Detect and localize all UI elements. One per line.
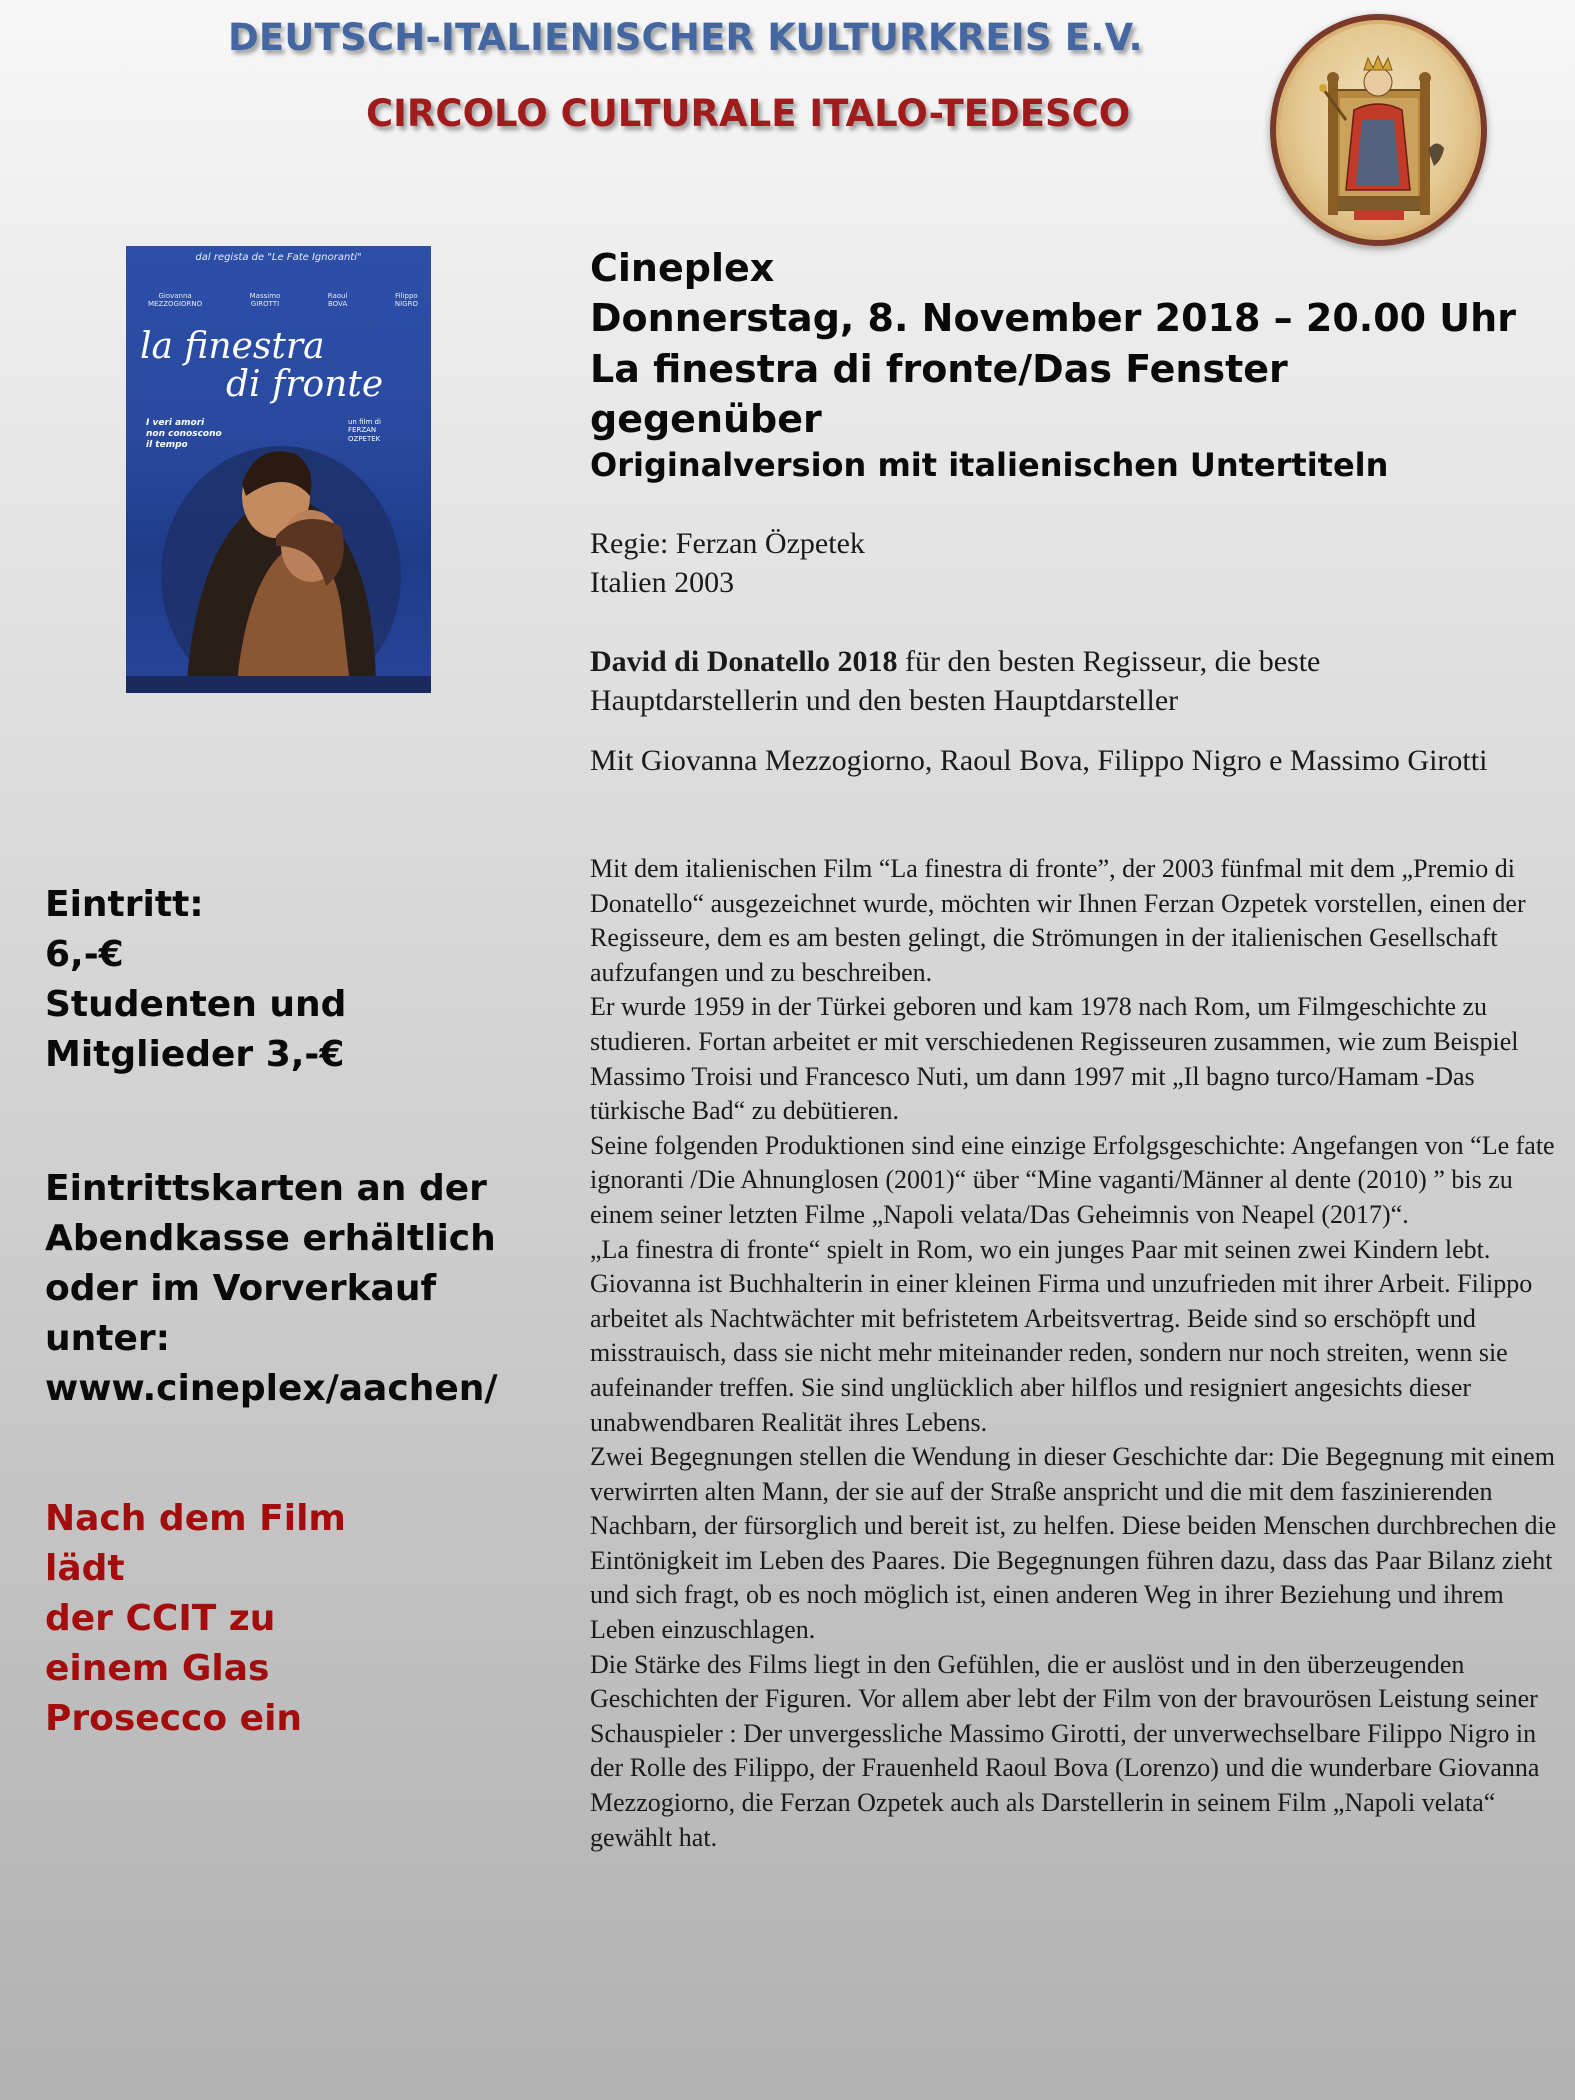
- film-credits: [590, 524, 865, 602]
- event-datetime: Donnerstag, 8. November 2018 – 20.00 Uhr: [590, 296, 1516, 340]
- poster-cast-member: Giovanna MEZZOGIORNO: [148, 292, 203, 309]
- poster-cast-member: Massimo GIROTTI: [249, 292, 281, 309]
- description-paragraph: Zwei Begegnungen stellen die Wendung in dieser Geschichte dar: Die Begegnung mit einem verwirrten alten Mann, der sie auf der Straße anspricht und die mit dem faszinierenden Nachbarn, der fürsorglich und bereit ist, zu helfen. Diese beiden Menschen durchbrechen die Eintönigkeit im Leben des Paares. Die Begegnungen führen dazu, dass das Paar Bilanz zieht und sich fragt, ob es noch möglich ist, einen anderen Weg in ihrer Beziehung und ihrem Leben einzuschlagen.: [590, 1442, 1557, 1645]
- org-title-italian: CIRCOLO CULTURALE ITALO-TEDESCO: [366, 92, 1131, 135]
- event-venue: Cineplex: [590, 246, 775, 290]
- description-paragraph: Die Stärke des Films liegt in den Gefühlen, die er auslöst und in den überzeugenden Geschichten der Figuren. Vor allem aber lebt der Film von der bravourösen Leistung seiner Schauspieler : Der unvergessliche Massimo Girotti, der unverwechselbare Filippo Nigro in der Rolle des Filippo, der Frauenheld Raoul Bova (Lorenzo) und die wunderbare Giovanna Mezzogiorno, die Ferzan Ozpetek auch als Darstellerin in seinem Film „Napoli velata“ gewählt hat.: [590, 1649, 1540, 1852]
- poster-tagline-quote: I veri amori non conoscono il tempo: [146, 418, 222, 450]
- description-paragraph: „La finestra di fronte“ spielt in Rom, wo ein junges Paar mit seinen zwei Kindern lebt. Giovanna ist Buchhalterin in einer kleinen Firma und unzufrieden mit ihrer Arbeit. Filippo arbeitet als Nachtwächter mit befristetem Arbeitsvertrag. Beide sind so erschöpft und misstrauisch, dass sie nicht mehr miteinander reden, sondern nur noch streiten, wenn sie aufeinander treffen. Sie sind unglücklich aber hilflos und resigniert angesichts dieser unabwendbaren Realität ihres Lebens.: [590, 1234, 1533, 1437]
- poster-tagline: dal regista de "Le Fate Ignoranti": [195, 252, 362, 263]
- film-award: [590, 642, 1520, 720]
- description-paragraph: Er wurde 1959 in der Türkei geboren und kam 1978 nach Rom, um Filmgeschichte zu studieren. Fortan arbeitet er mit verschiedenen Regisseuren zusammen, wie zum Beispiel Massimo Troisi und Francesco Nuti, um dann 1997 mit „Il bagno turco/Hamam -Das türkische Bad“ zu debütieren.: [590, 992, 1519, 1126]
- event-heading: [590, 244, 1516, 487]
- film-title-line2: gegenüber: [590, 397, 822, 441]
- poster-cast: [148, 292, 418, 309]
- org-title-german: DEUTSCH-ITALIENISCHER KULTURKREIS E.V.: [228, 16, 1143, 59]
- description-paragraph: Seine folgenden Produktionen sind eine einzige Erfolgsgeschichte: Angefangen von “Le fate ignoranti /Die Ahnunglosen (2001)“ über “Mine vaganti/Männer al dente (2010) ” bis zu einem seiner letzten Filme „Napoli velata/Das Geheimnis von Neapel (2017)“.: [590, 1130, 1555, 1229]
- poster-title-line1: la finestra: [140, 326, 325, 367]
- poster-cast-member: Filippo NIGRO: [394, 292, 418, 309]
- award-name: David di Donatello 2018: [590, 645, 898, 678]
- movie-poster: [126, 246, 431, 693]
- poster-cast-member: Raoul BOVA: [327, 292, 348, 309]
- poster-title-line2: di fronte: [226, 364, 384, 405]
- admission-info: Eintritt: 6,-€ Studenten und Mitglieder 3,-€: [45, 884, 347, 1075]
- emperor-seal-image: [1270, 14, 1487, 246]
- poster-director: un film di FERZAN OZPETEK: [348, 418, 381, 443]
- film-description: [590, 852, 1570, 1855]
- ticket-url: www.cineplex/aachen/: [45, 1368, 498, 1409]
- description-paragraph: Mit dem italienischen Film “La finestra di fronte”, der 2003 fünfmal mit dem „Premio di Donatello“ ausgezeichnet wurde, möchten wir Ihnen Ferzan Ozpetek vorstellen, einen der Regisseure, dem es am besten gelingt, die Strömungen in der italienischen Gesellschaft aufzufangen und zu beschreiben.: [590, 854, 1526, 987]
- award-details: für den besten Regisseur, die beste Hauptdarstellerin und den besten Hauptdarsteller: [590, 645, 1321, 717]
- film-country-year: Italien 2003: [590, 566, 735, 599]
- film-version: Originalversion mit italienischen Untertiteln: [590, 446, 1389, 484]
- film-cast: Mit Giovanna Mezzogiorno, Raoul Bova, Filippo Nigro e Massimo Girotti: [590, 744, 1488, 777]
- film-director: Regie: Ferzan Özpetek: [590, 527, 865, 560]
- film-title-line1: La finestra di fronte/Das Fenster: [590, 347, 1288, 391]
- ticket-info: Eintrittskarten an der Abendkasse erhältlich oder im Vorverkauf unter: www.cineplex/aachen/: [45, 1164, 498, 1414]
- prosecco-invitation: Nach dem Film lädt der CCIT zu einem Glas Prosecco ein: [45, 1498, 346, 1739]
